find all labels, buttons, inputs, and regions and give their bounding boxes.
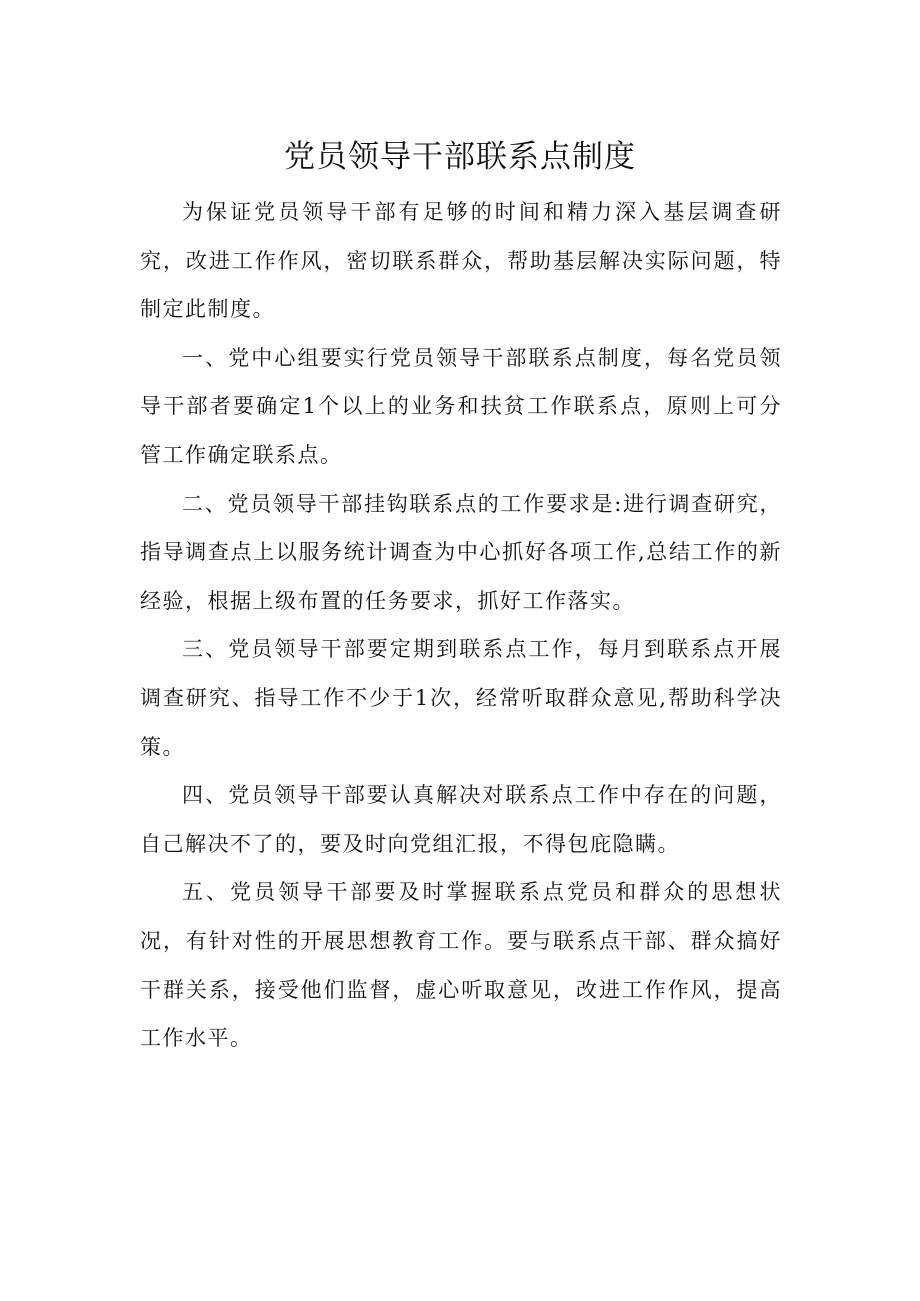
paragraph-item-2: 二、党员领导干部挂钩联系点的工作要求是:进行调查研究，指导调查点上以服务统计调查为中心抓好各项工作,总结工作的新经验，根据上级布置的任务要求，抓好工作落实。 [140,491,782,613]
paragraph-item-3: 三、党员领导干部要定期到联系点工作，每月到联系点开展调查研究、指导工作不少于1次，经常听取群众意见,帮助科学决策。 [140,637,782,759]
paragraph-item-5: 五、党员领导干部要及时掌握联系点党员和群众的思想状况，有针对性的开展思想教育工作。要与联系点干部、群众搞好干群关系，接受他们监督，虚心听取意见，改进工作作风，提高工作水平。 [140,880,782,1051]
document-title: 党员领导干部联系点制度 [284,139,636,175]
paragraph-intro: 为保证党员领导干部有足够的时间和精力深入基层调查研究，改进工作作风，密切联系群众，帮助基层解决实际问题，特制定此制度。 [140,200,782,322]
document-body [140,188,782,1063]
paragraph-item-1: 一、党中心组要实行党员领导干部联系点制度，每名党员领导干部者要确定1个以上的业务和扶贫工作联系点，原则上可分管工作确定联系点。 [140,345,782,467]
paragraph-item-4: 四、党员领导干部要认真解决对联系点工作中存在的问题，自己解决不了的，要及时向党组汇报，不得包庇隐瞒。 [140,783,782,856]
